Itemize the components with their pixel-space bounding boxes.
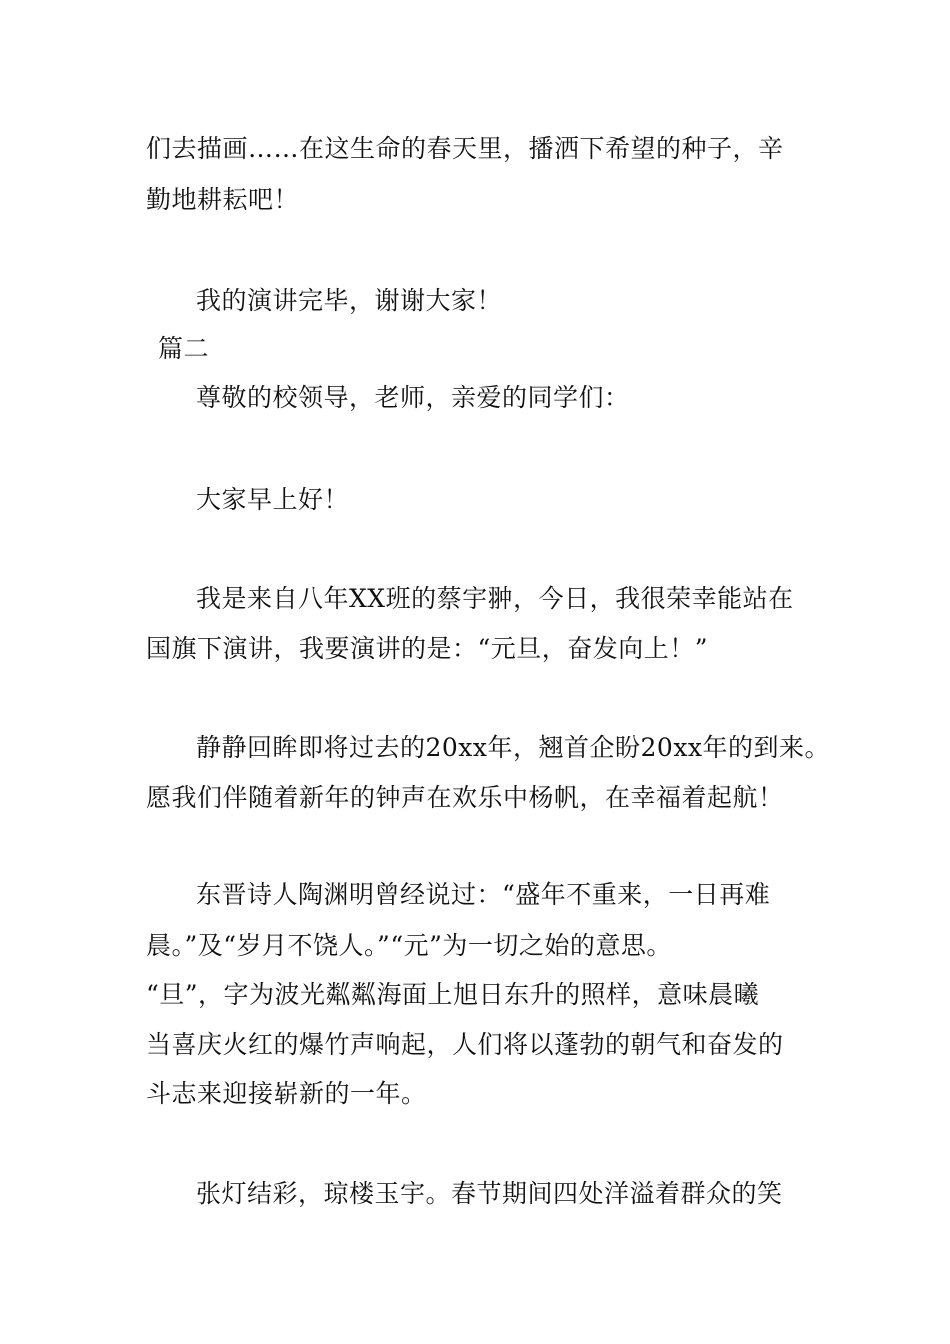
text-line: 们去描画……在这生命的春天里，播洒下希望的种子，辛 [146,134,784,163]
text-line: 张灯结彩，琼楼玉宇。春节期间四处洋溢着群众的笑 [196,1179,783,1208]
text-line: 勤地耕耘吧！ [146,185,300,214]
text-line: 晨。”及“岁月不饶人。”“元”为一切之始的意思。 [146,931,672,960]
text-line: “旦”，字为波光粼粼海面上旭日东升的照样，意味晨曦 [146,980,760,1009]
text-line: 愿我们伴随着新年的钟声在欢乐中杨帆，在幸福着起航！ [146,783,784,812]
text-line: 斗志来迎接崭新的一年。 [146,1079,427,1108]
text-line: 我是来自八年XX班的蔡宇翀，今日，我很荣幸能站在 [196,584,794,613]
text-line: 东晋诗人陶渊明曾经说过：“盛年不重来，一日再难 [196,880,771,909]
text-line: 国旗下演讲，我要演讲的是：“元旦，奋发向上！” [146,634,709,663]
text-line: 当喜庆火红的爆竹声响起，人们将以蓬勃的朝气和奋发的 [146,1030,784,1059]
section-heading: 篇二 [158,334,210,363]
text-line: 我的演讲完毕，谢谢大家！ [196,286,503,315]
salutation: 尊敬的校领导，老师，亲爱的同学们： [196,383,630,412]
text-line: 静静回眸即将过去的20xx年，翘首企盼20xx年的到来。 [196,733,831,762]
text-line: 大家早上好！ [196,485,350,514]
